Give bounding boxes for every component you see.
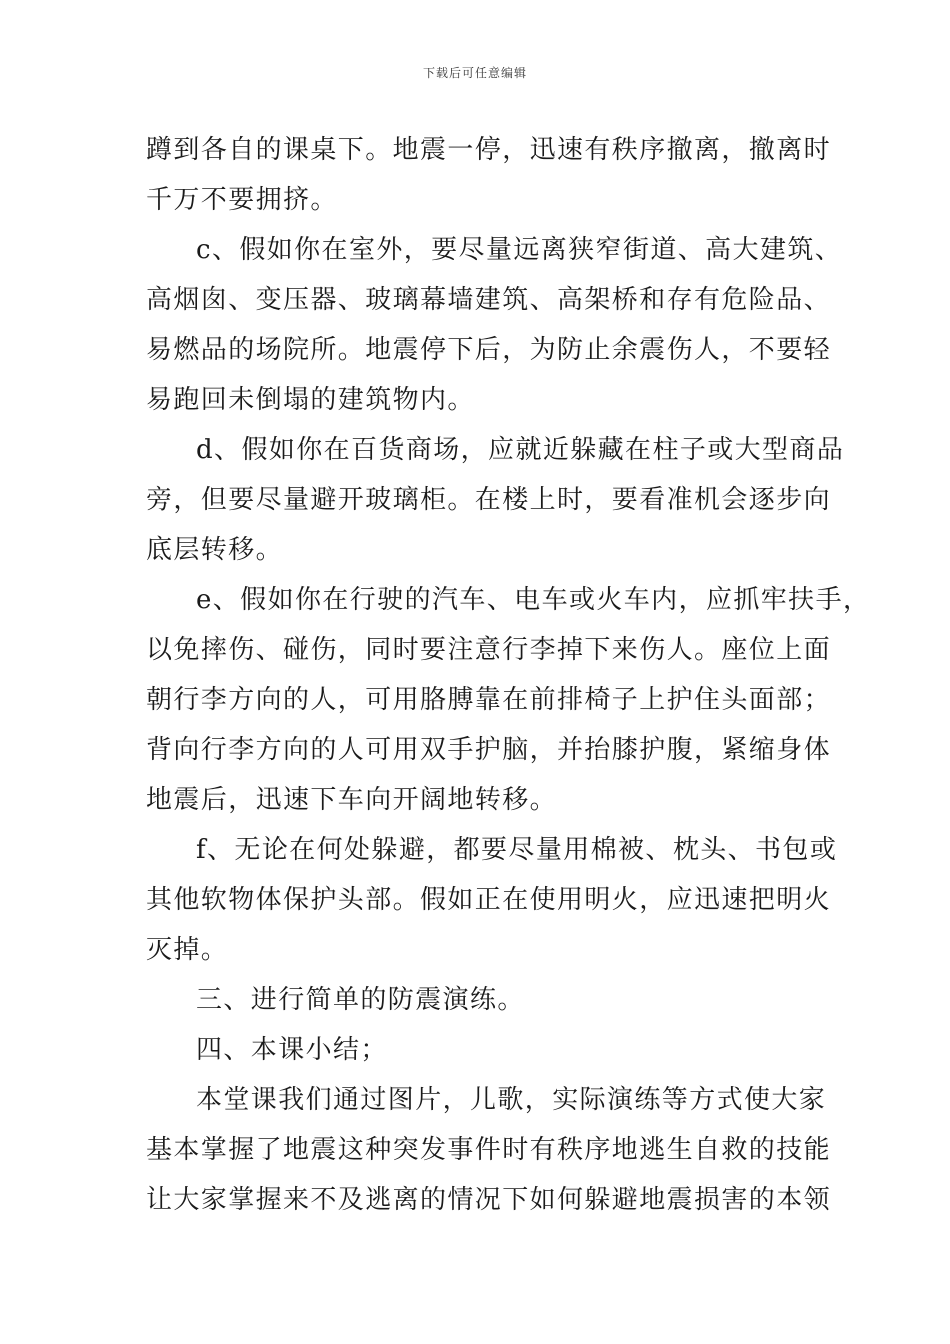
text-line: 让大家掌握来不及逃离的情况下如何躲避地震损害的本领 <box>146 1185 832 1215</box>
text-line: 易燃品的场院所。地震停下后，为防止余震伤人，不要轻 <box>146 335 832 365</box>
text-line: e、假如你在行驶的汽车、电车或火车内，应抓牢扶手， <box>196 585 871 615</box>
text-line: 基本掌握了地震这种突发事件时有秩序地逃生自救的技能 <box>146 1135 832 1165</box>
text-line: 高烟囱、变压器、玻璃幕墙建筑、高架桥和存有危险品、 <box>146 285 832 315</box>
text-line: c、假如你在室外，要尽量远离狭窄街道、高大建筑、 <box>196 235 843 265</box>
text-line: 地震后，迅速下车向开阔地转移。 <box>146 785 558 815</box>
text-line: 以免摔伤、碰伤，同时要注意行李掉下来伤人。座位上面 <box>146 635 832 665</box>
text-line: 千万不要拥挤。 <box>146 185 338 215</box>
text-line: 易跑回未倒塌的建筑物内。 <box>146 385 475 415</box>
text-line: 本堂课我们通过图片，儿歌，实际演练等方式使大家 <box>196 1085 827 1115</box>
text-line: 灭掉。 <box>146 935 229 965</box>
header-note: 下载后可任意编辑 <box>422 66 527 80</box>
text-line: 朝行李方向的人，可用胳膊靠在前排椅子上护住头面部； <box>146 685 832 715</box>
text-line: 背向行李方向的人可用双手护脑，并抬膝护腹，紧缩身体 <box>146 735 832 765</box>
text-line: d、假如你在百货商场，应就近躲藏在柱子或大型商品 <box>196 435 845 465</box>
text-line: 旁，但要尽量避开玻璃柜。在楼上时，要看准机会逐步向 <box>146 485 832 515</box>
text-line: f、无论在何处躲避，都要尽量用棉被、枕头、书包或 <box>196 835 838 865</box>
text-line: 四、本课小结； <box>196 1035 388 1065</box>
text-line: 三、进行简单的防震演练。 <box>196 985 525 1015</box>
text-line: 其他软物体保护头部。假如正在使用明火，应迅速把明火 <box>146 885 832 915</box>
text-line: 底层转移。 <box>146 535 284 565</box>
text-line: 蹲到各自的课桌下。地震一停，迅速有秩序撤离，撤离时 <box>146 135 832 165</box>
